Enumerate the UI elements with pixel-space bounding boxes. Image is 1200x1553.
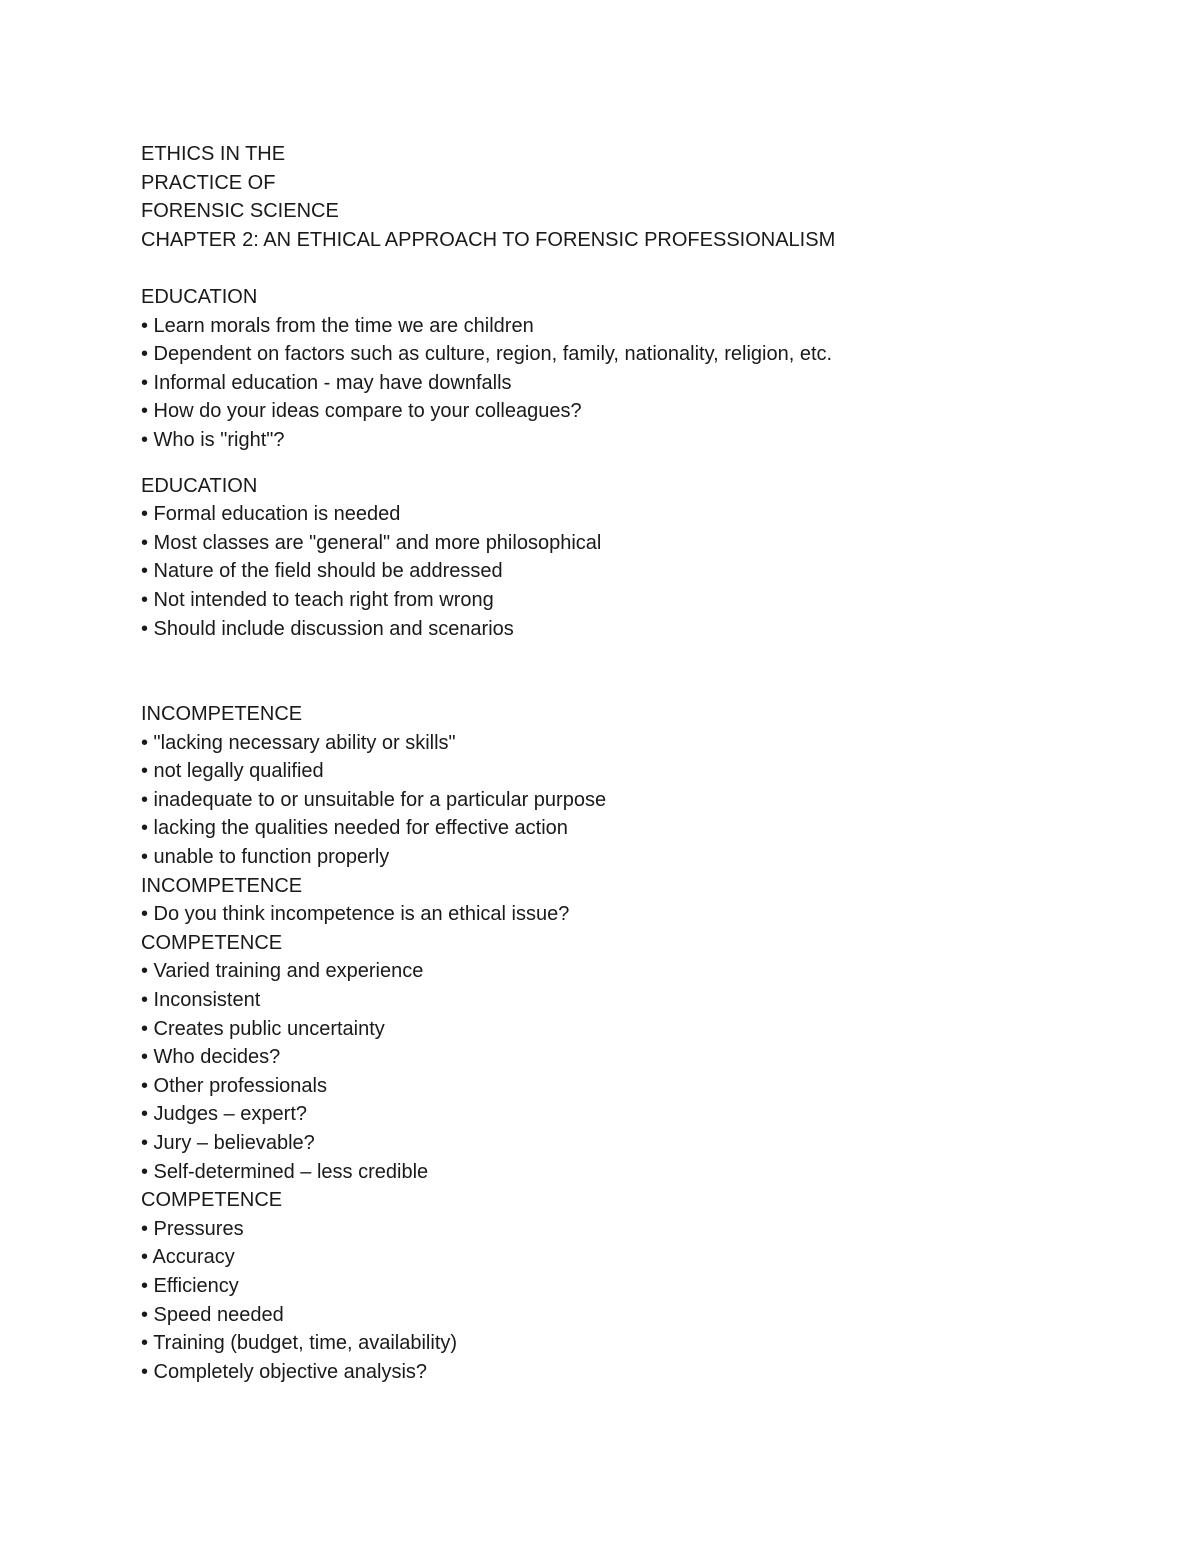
section-heading-education: EDUCATION [141,285,258,308]
bullet-item: • "lacking necessary ability or skills" [141,731,456,754]
bullet-item: • Informal education - may have downfalls [141,371,512,394]
section-heading-competence: COMPETENCE [141,931,283,954]
bullet-item: • Varied training and experience [141,960,424,983]
bullet-item: • Inconsistent [141,989,261,1012]
bullet-item: • Jury – believable? [141,1132,315,1154]
title-line-2: PRACTICE OF [141,171,276,194]
bullet-item: • Nature of the field should be addressed [141,560,503,583]
bullet-item: • How do your ideas compare to your colleagues? [141,400,582,423]
bullet-item: • Do you think incompetence is an ethical issue? [141,903,570,926]
chapter-title: CHAPTER 2: AN ETHICAL APPROACH TO FORENSIC PROFESSIONALISM [141,228,836,251]
bullet-item: • Who decides? [141,1046,281,1069]
bullet-item: • Speed needed [141,1303,284,1326]
bullet-item: • unable to function properly [141,846,390,869]
bullet-item: • Creates public uncertainty [141,1017,385,1040]
bullet-item: • Most classes are "general" and more philosophical [141,531,602,554]
bullet-item: • Who is "right"? [141,428,285,451]
bullet-item: • lacking the qualities needed for effective action [141,817,568,840]
title-line-3: FORENSIC SCIENCE [141,200,339,223]
bullet-item: • Pressures [141,1217,244,1240]
bullet-item: • Should include discussion and scenarios [141,617,514,640]
bullet-item: • Training (budget, time, availability) [141,1332,458,1355]
bullet-item: • Formal education is needed [141,503,401,526]
bullet-item: • Not intended to teach right from wrong [141,588,494,611]
bullet-item: • not legally qualified [141,760,324,783]
title-line-1: ETHICS IN THE [141,143,286,165]
bullet-item: • Efficiency [141,1274,239,1297]
bullet-item: • Dependent on factors such as culture, region, family, nationality, religion, etc. [141,343,833,366]
bullet-item: • Self-determined – less credible [141,1160,429,1183]
section-heading-incompetence: INCOMPETENCE [141,703,303,726]
bullet-item: • Judges – expert? [141,1103,307,1126]
section-heading-incompetence: INCOMPETENCE [141,874,303,897]
bullet-item: • Accuracy [141,1246,235,1269]
bullet-item: • Other professionals [141,1074,327,1097]
bullet-item: • Completely objective analysis? [141,1360,428,1383]
bullet-item: • Learn morals from the time we are children [141,314,534,337]
section-heading-education: EDUCATION [141,474,258,497]
document-body [141,140,1141,1386]
bullet-item: • inadequate to or unsuitable for a particular purpose [141,788,607,811]
section-heading-competence: COMPETENCE [141,1189,283,1212]
